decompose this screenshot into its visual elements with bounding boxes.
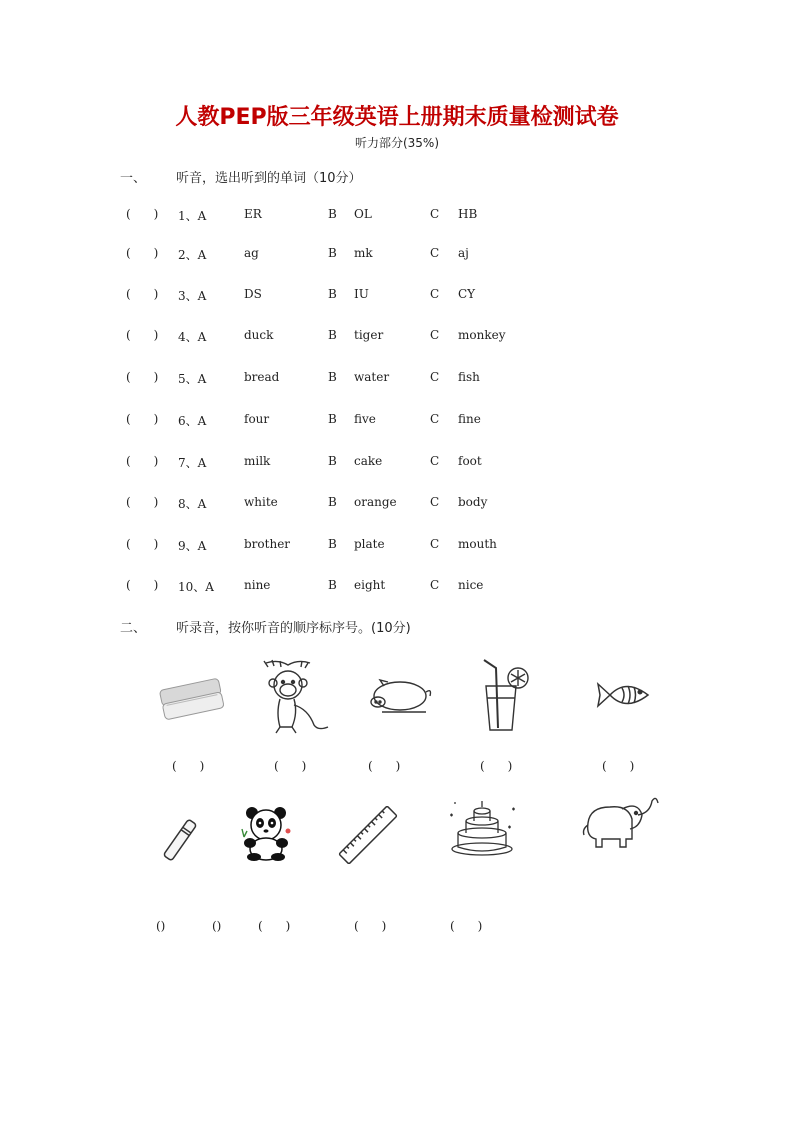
ruler-icon: [338, 806, 398, 864]
option-c-label: C: [430, 578, 440, 592]
option-b: IU: [354, 287, 369, 301]
picture-answer-blank[interactable]: ( ): [602, 759, 635, 773]
panda-icon: [238, 803, 294, 861]
question-number: 10、A: [178, 580, 214, 594]
page-title: 人教PEP版三年级英语上册期末质量检测试卷: [175, 105, 619, 130]
option-b: OL: [354, 207, 372, 221]
section-2-heading: [120, 617, 411, 636]
answer-blank[interactable]: ( ): [126, 246, 159, 260]
picture-answer-blank[interactable]: ( ): [450, 919, 483, 933]
answer-blank[interactable]: ( ): [126, 454, 159, 468]
section-number: 二、: [120, 621, 147, 636]
question-number: 6、A: [178, 414, 207, 428]
question-number: 7、A: [178, 456, 207, 470]
option-b: cake: [354, 454, 383, 468]
option-b-label: B: [328, 537, 337, 551]
option-a: four: [244, 412, 270, 426]
option-c: fish: [458, 370, 480, 384]
pig-icon: [362, 676, 434, 716]
question-number: 2、A: [178, 248, 207, 262]
picture-answer-blank[interactable]: ( ): [172, 759, 205, 773]
option-a: milk: [244, 454, 271, 468]
option-c: body: [458, 495, 488, 509]
question-row: [126, 328, 726, 344]
question-row: [126, 495, 726, 511]
question-row: [126, 537, 726, 553]
option-a: nine: [244, 578, 271, 592]
question-number: 1、A: [178, 209, 207, 223]
section-number: 一、: [120, 171, 147, 186]
question-row: [126, 207, 726, 223]
question-row: [126, 246, 726, 262]
page-subtitle: 听力部分(35%): [354, 136, 440, 150]
option-c: aj: [458, 246, 469, 260]
answer-blank[interactable]: ( ): [126, 207, 159, 221]
option-a: white: [244, 495, 278, 509]
option-b: water: [354, 370, 390, 384]
answer-blank[interactable]: ( ): [126, 287, 159, 301]
question-row: [126, 578, 726, 594]
question-number: 5、A: [178, 372, 207, 386]
picture-answer-blank[interactable]: ( ): [368, 759, 401, 773]
option-b: orange: [354, 495, 397, 509]
option-c-label: C: [430, 287, 440, 301]
option-a: duck: [244, 328, 274, 342]
option-b-label: B: [328, 328, 337, 342]
question-row: [126, 412, 726, 428]
option-b: tiger: [354, 328, 384, 342]
option-c: nice: [458, 578, 484, 592]
option-a: ag: [244, 246, 259, 260]
option-b-label: B: [328, 370, 337, 384]
answer-blank[interactable]: ( ): [126, 412, 159, 426]
option-b-label: B: [328, 495, 337, 509]
option-a: bread: [244, 370, 280, 384]
option-c: monkey: [458, 328, 506, 342]
elephant-icon: [578, 793, 662, 855]
option-c: HB: [458, 207, 478, 221]
option-c: CY: [458, 287, 476, 301]
pencil-case-icon: [158, 674, 226, 726]
option-c-label: C: [430, 454, 440, 468]
question-row: [126, 287, 726, 303]
picture-answer-blank[interactable]: ( ): [354, 919, 387, 933]
question-number: 4、A: [178, 330, 207, 344]
option-c: fine: [458, 412, 481, 426]
option-b: mk: [354, 246, 373, 260]
juice-icon: [468, 658, 536, 732]
option-c-label: C: [430, 207, 440, 221]
option-b-label: B: [328, 454, 337, 468]
picture-answer-blank[interactable]: (): [156, 919, 166, 933]
option-a: brother: [244, 537, 291, 551]
section-instruction: 听音，选出听到的单词（10分）: [176, 171, 362, 186]
option-c-label: C: [430, 495, 440, 509]
answer-blank[interactable]: ( ): [126, 495, 159, 509]
option-c: mouth: [458, 537, 497, 551]
option-a: DS: [244, 287, 262, 301]
option-b-label: B: [328, 578, 337, 592]
answer-blank[interactable]: ( ): [126, 537, 159, 551]
question-number: 8、A: [178, 497, 207, 511]
option-b-label: B: [328, 287, 337, 301]
option-c-label: C: [430, 370, 440, 384]
section-1-heading: [120, 167, 362, 186]
answer-blank[interactable]: ( ): [126, 578, 159, 592]
option-b-label: B: [328, 246, 337, 260]
option-b-label: B: [328, 207, 337, 221]
picture-answer-blank[interactable]: ( ): [274, 759, 307, 773]
option-b: eight: [354, 578, 386, 592]
fish-icon: [596, 678, 654, 712]
answer-blank[interactable]: ( ): [126, 370, 159, 384]
cake-icon: [446, 797, 518, 857]
question-row: [126, 370, 726, 386]
question-number: 3、A: [178, 289, 207, 303]
option-b-label: B: [328, 412, 337, 426]
glue-stick-icon: [158, 814, 202, 866]
option-b: five: [354, 412, 376, 426]
option-c-label: C: [430, 328, 440, 342]
picture-answer-blank[interactable]: ( ): [480, 759, 513, 773]
option-c: foot: [458, 454, 482, 468]
answer-blank[interactable]: ( ): [126, 328, 159, 342]
picture-answer-blank[interactable]: ( ): [258, 919, 291, 933]
section-instruction: 听录音，按你听音的顺序标序号。(10分): [176, 621, 411, 636]
option-c-label: C: [430, 537, 440, 551]
monkey-icon: [258, 657, 334, 735]
option-c-label: C: [430, 412, 440, 426]
option-c-label: C: [430, 246, 440, 260]
picture-answer-blank[interactable]: (): [212, 919, 222, 933]
option-a: ER: [244, 207, 262, 221]
question-number: 9、A: [178, 539, 207, 553]
question-row: [126, 454, 726, 470]
option-b: plate: [354, 537, 385, 551]
